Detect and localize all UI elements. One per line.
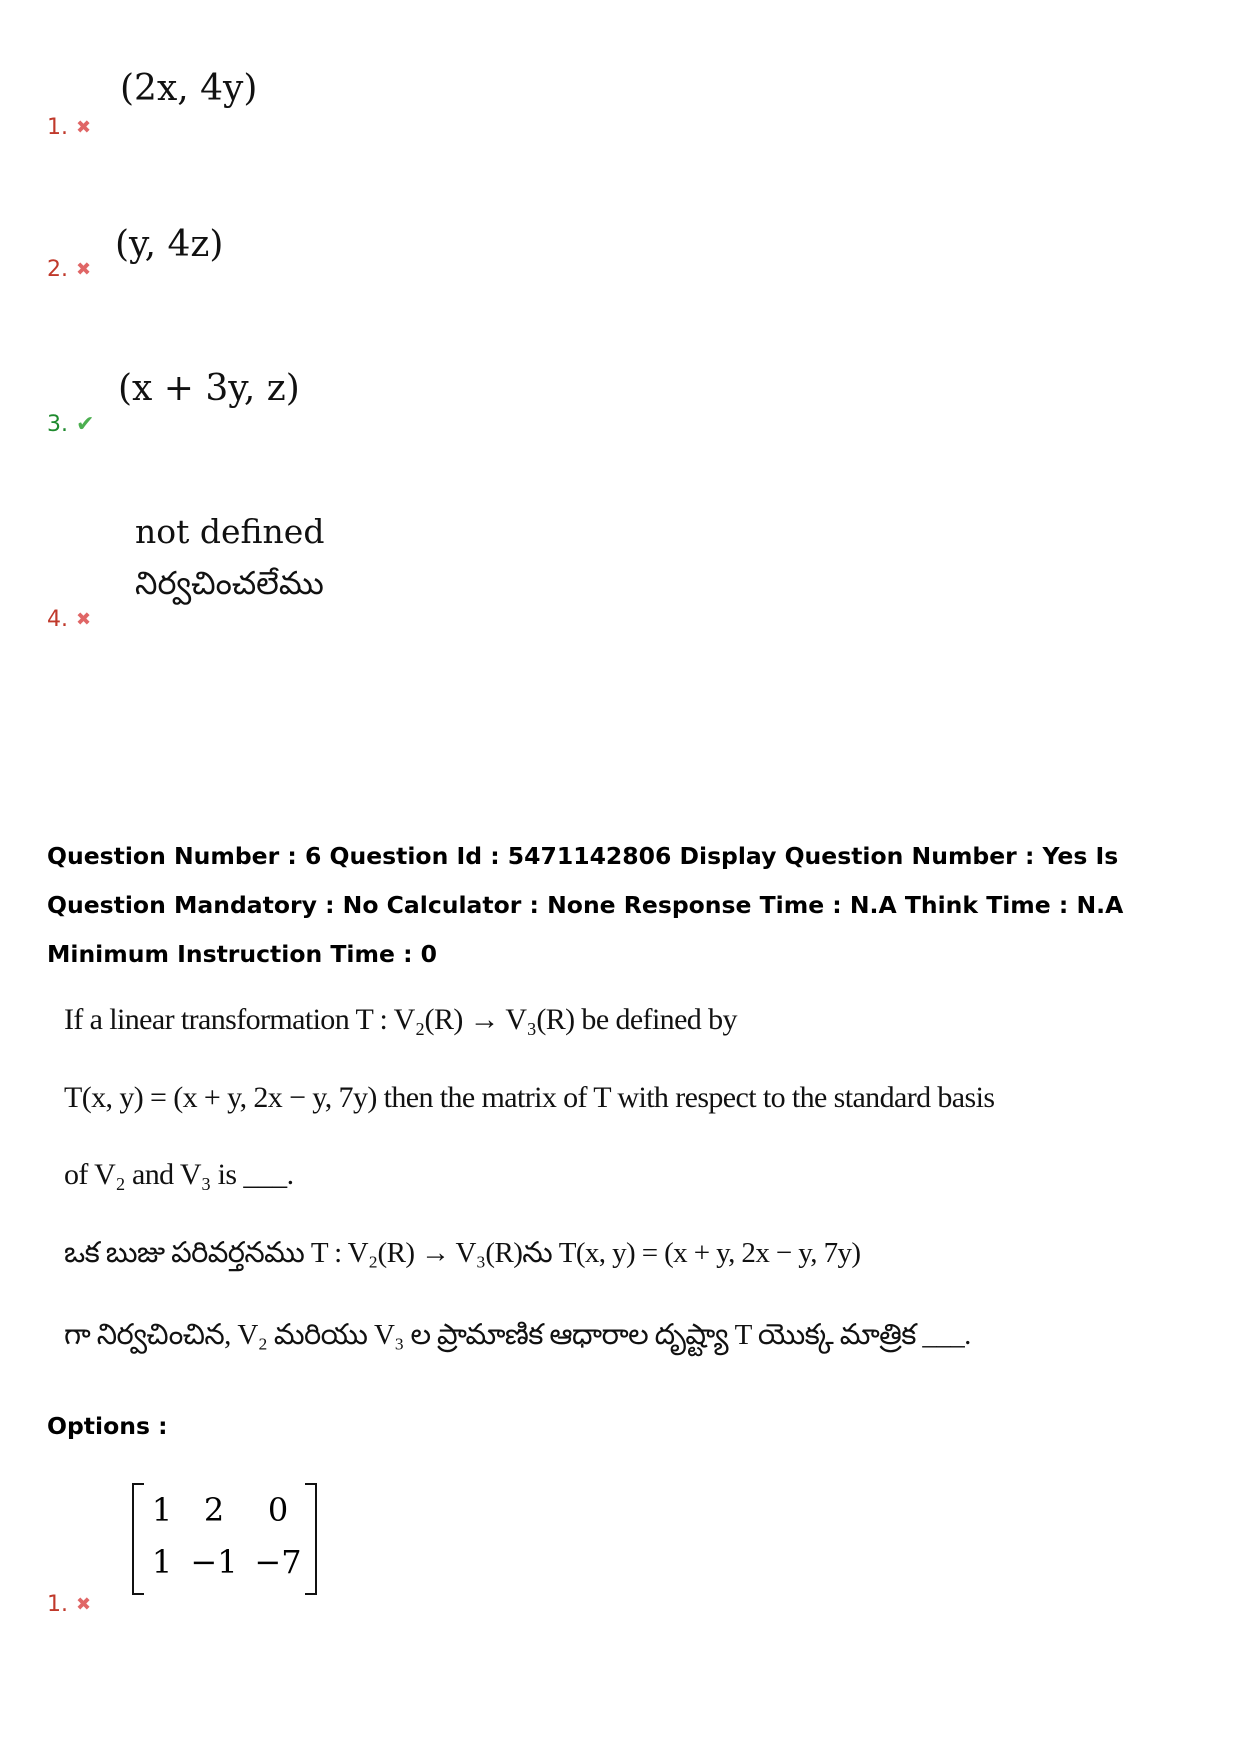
correct-check-icon: ✔: [76, 412, 95, 437]
question-metadata: Question Number : 6 Question Id : 5471142806 Display Question Number : Yes Is Question Mandatory : No Calculator : None Response Time : N.A Think Time : N.A Minimum Instruction Time : 0: [47, 842, 1124, 968]
option-number: 3.: [47, 412, 68, 437]
question-line-5-telugu: గా నిర్వచించిన, V₂ మరియు V₃ ల ప్రామాణిక ఆధారాల దృష్ట్యా T యొక్క మాత్రిక ___.: [64, 1319, 971, 1351]
option-2-expression: (y, 4z): [115, 224, 224, 265]
option-number: 2.: [47, 257, 68, 282]
option-4-english: not defined: [135, 512, 325, 551]
new-option-1-marker: [47, 1592, 91, 1617]
option-3-marker: [47, 412, 94, 437]
option-2-marker: [47, 257, 91, 282]
matrix-cell: −1: [190, 1543, 238, 1581]
question-line-3: of V₂ and V₃ is ___.: [64, 1158, 294, 1191]
option-1-matrix: [132, 1483, 317, 1591]
option-1-marker: [47, 115, 91, 140]
matrix-cell: 0: [267, 1491, 289, 1529]
matrix-cell: 1: [151, 1543, 173, 1581]
question-line-1: If a linear transformation T : V₂(R) → V₃(R) be defined by: [64, 1003, 737, 1036]
option-number: 1.: [47, 115, 68, 140]
option-4-telugu: నిర్వచించలేము: [135, 564, 324, 602]
question-line-4-telugu: ఒక బుజు పరివర్తనము T : V₂(R) → V₃(R)ను T(x, y) = (x + y, 2x − y, 7y): [64, 1237, 861, 1269]
option-3-expression: (x + 3y, z): [118, 368, 300, 409]
options-heading: Options :: [47, 1412, 168, 1440]
option-number: 1.: [47, 1592, 68, 1617]
option-4-marker: [47, 607, 91, 632]
matrix-cell: −7: [254, 1543, 302, 1581]
option-number: 4.: [47, 607, 68, 632]
option-1-expression: (2x, 4y): [120, 68, 258, 109]
wrong-cross-icon: ✖: [76, 259, 92, 280]
question-line-2: T(x, y) = (x + y, 2x − y, 7y) then the matrix of T with respect to the standard basis: [64, 1081, 995, 1114]
wrong-cross-icon: ✖: [76, 1594, 92, 1615]
matrix-cell: 2: [203, 1491, 225, 1529]
matrix-cell: 1: [151, 1491, 173, 1529]
wrong-cross-icon: ✖: [76, 117, 92, 138]
wrong-cross-icon: ✖: [76, 609, 92, 630]
